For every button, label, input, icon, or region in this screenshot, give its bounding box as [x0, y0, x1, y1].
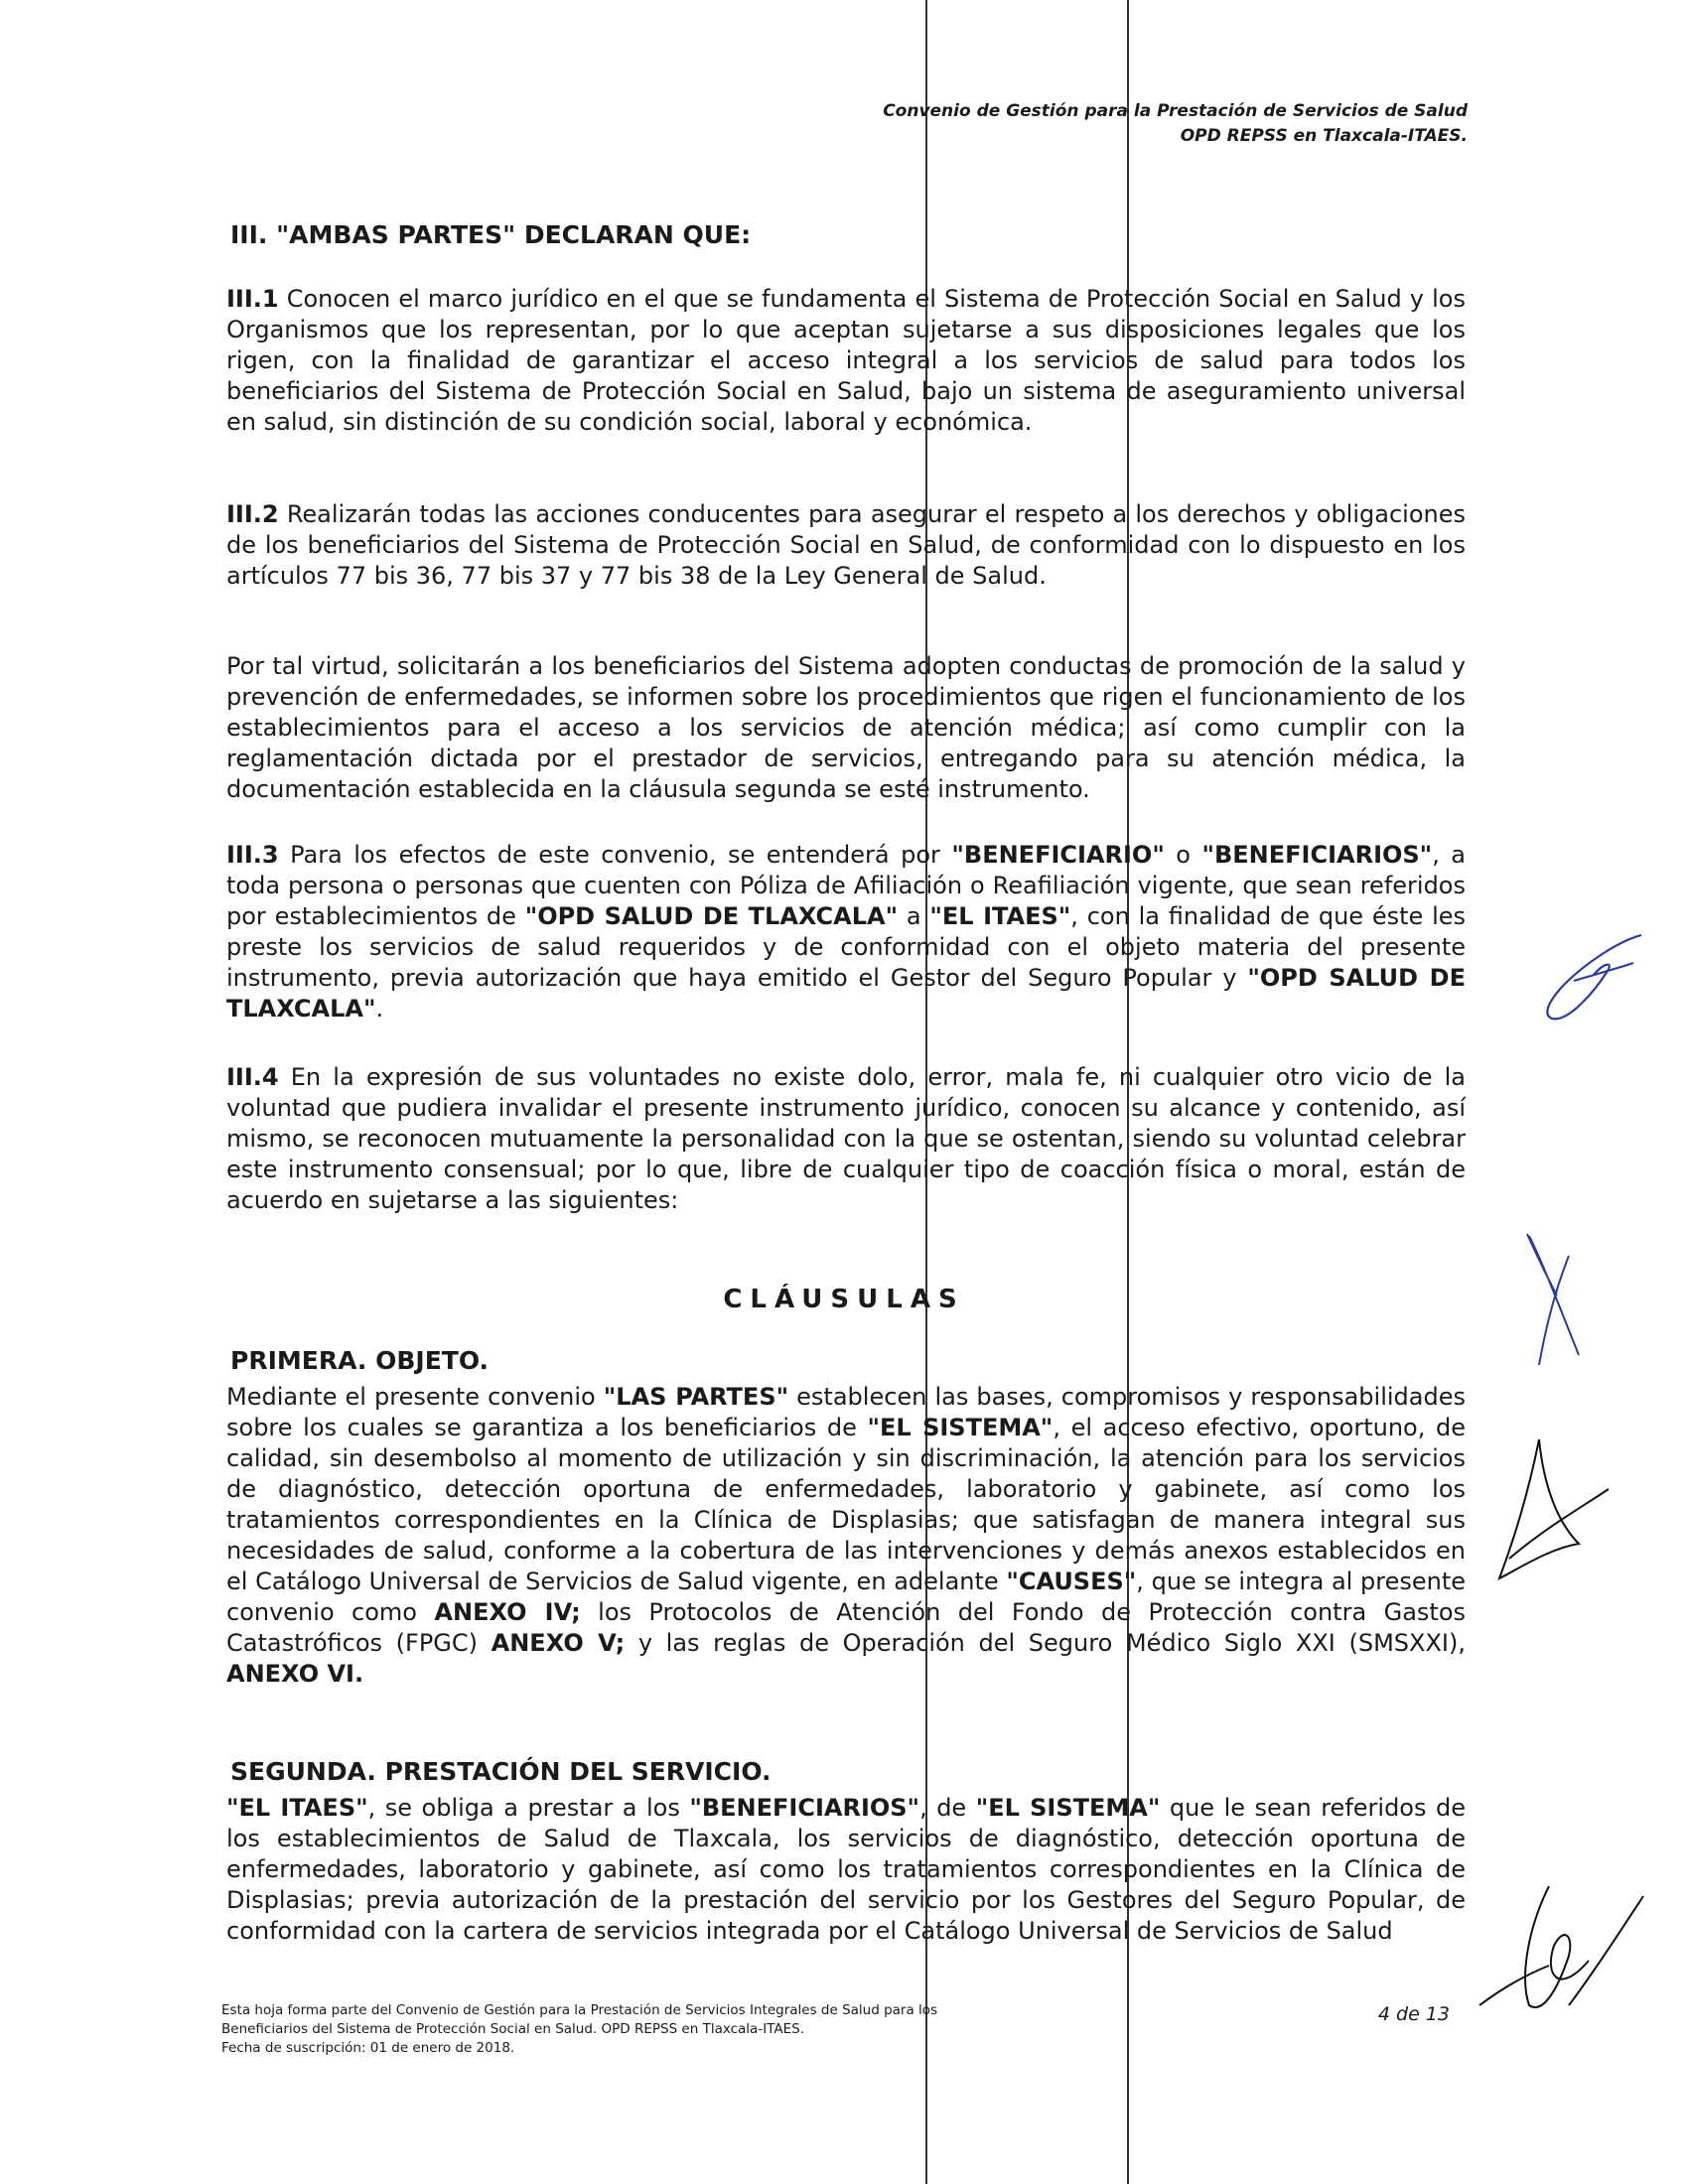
section-title: III. "AMBAS PARTES" DECLARAN QUE:: [230, 220, 752, 249]
text-run: establecen las bases, compromisos y responsabilidades sobre los cuales se garantiza a los beneficiarios de: [226, 1383, 1466, 1441]
footer-line-1: Esta hoja forma parte del Convenio de Gestión para la Prestación de Servicios Integrales de Salud para los: [221, 2002, 938, 2018]
paragraph-label: III.4: [226, 1063, 279, 1091]
text-run: .: [375, 995, 384, 1023]
bold-term: "OPD SALUD DE TLAXCALA": [226, 964, 1466, 1023]
bold-term: ANEXO IV;: [434, 1598, 581, 1626]
signature-initial-2: [1509, 1226, 1599, 1375]
bold-term: "EL ITAES": [929, 902, 1071, 930]
bold-term: "BENEFICIARIOS": [1201, 841, 1433, 869]
primera-title: PRIMERA. OBJETO.: [230, 1346, 490, 1375]
bold-term: "EL SISTEMA": [867, 1414, 1054, 1441]
page-number: 4 de 13: [1377, 2003, 1450, 2025]
paragraph-text: Por tal virtud, solicitarán a los beneficiarios del Sistema adopten conductas de promoción de la salud y prevención de enfermedades, se informen sobre los procedimientos que rigen el funcionamiento de los establecimientos para el acceso a los servicios de atención médica; así como cumplir con la reglamentación dictada por el prestador de servicios, entregando para su atención médica, la documentación establecida en la cláusula segunda se esté instrumento.: [226, 652, 1466, 803]
signature-initial-4: [1470, 1866, 1648, 2025]
bold-term: ANEXO V;: [491, 1629, 626, 1657]
bold-term: "BENEFICIARIOS": [689, 1794, 920, 1822]
primera-body: [226, 1382, 1466, 1690]
bold-term: "LAS PARTES": [603, 1383, 789, 1411]
footer-line-2: Beneficiarios del Sistema de Protección Social en Salud. OPD REPSS en Tlaxcala-ITAES.: [221, 2021, 805, 2037]
paragraph-label: III.3: [226, 841, 279, 869]
text-run: , se obliga a prestar a los: [367, 1794, 690, 1822]
text-run: Mediante el presente convenio: [226, 1383, 604, 1411]
paragraph-iii-1: [226, 284, 1466, 438]
text-run: , el acceso efectivo, oportuno, de calidad, sin desembolso al momento de utilización y sin discriminación, la atención para los servicios de diagnóstico, detección oportuna de enfermedades, laboratorio y gabinete, así como los tratamientos correspondientes en la Clínica de Displasias; que satisfagan de manera integral sus necesidades de salud, conforme a la cobertura de las intervenciones y demás anexos establecidos en el Catálogo Universal de Servicios de Salud vigente, en adelante: [226, 1414, 1467, 1595]
paragraph-label: III.1: [226, 285, 279, 313]
bold-term: "CAUSES": [1006, 1568, 1137, 1595]
text-run: y las reglas de Operación del Seguro Médico Siglo XXI (SMSXXI),: [625, 1629, 1466, 1657]
paragraph-iii-4: [226, 1062, 1466, 1216]
paragraph-por-tal-virtud: [226, 651, 1466, 805]
bold-term: "BENEFICIARIO": [951, 841, 1165, 869]
text-run: , de: [919, 1794, 976, 1822]
footer-note: [221, 2001, 1036, 2058]
paragraph-iii-2: [226, 499, 1466, 592]
bold-term: "EL ITAES": [226, 1794, 368, 1822]
segunda-title: SEGUNDA. PRESTACIÓN DEL SERVICIO.: [230, 1757, 772, 1786]
paragraph-text: Realizarán todas las acciones conducentes para asegurar el respeto a los derechos y obligaciones de los beneficiarios del Sistema de Protección Social en Salud, de conformidad con lo dispuesto en los artículos 77 bis 36, 77 bis 37 y 77 bis 38 de la Ley General de Salud.: [226, 500, 1466, 590]
clausulas-heading: CLÁUSULAS: [723, 1285, 965, 1314]
page-header: [883, 99, 1468, 149]
paragraph-text: Conocen el marco jurídico en el que se fundamenta el Sistema de Protección Social en Salud y los Organismos que los representan, por lo que aceptan sujetarse a sus disposiciones legales que los rigen, con la finalidad de garantizar el acceso integral a los servicios de salud para todos los beneficiarios del Sistema de Protección Social en Salud, bajo un sistema de aseguramiento universal en salud, sin distinción de su condición social, laboral y económica.: [226, 285, 1466, 436]
text-run: , que se integra al presente convenio como: [226, 1568, 1466, 1626]
text-run: los Protocolos de Atención del Fondo de Protección contra Gastos Catastróficos (FPGC): [226, 1598, 1467, 1657]
paragraph-iii-3: [226, 840, 1466, 1024]
text-run: Para los efectos de este convenio, se entenderá por: [278, 841, 952, 869]
footer-line-3: Fecha de suscripción: 01 de enero de 2018.: [221, 2040, 515, 2056]
text-run: que le sean referidos de los establecimientos de Salud de Tlaxcala, los servicios de diagnóstico, detección oportuna de enfermedades, laboratorio y gabinete, así como los tratamientos correspondientes en la Clínica de Displasias; previa autorización de la prestación del servicio por los Gestores del Seguro Popular, de conformidad con la cartera de servicios integrada por el Catálogo Universal de Servicios de Salud: [226, 1794, 1466, 1945]
bold-term: "OPD SALUD DE TLAXCALA": [524, 902, 899, 930]
text-run: , a toda persona o personas que cuenten con Póliza de Afiliación o Reafiliación vigente, que sean referidos por establecimientos de: [226, 841, 1467, 930]
bold-term: ANEXO VI.: [226, 1660, 364, 1688]
text-run: o: [1164, 841, 1202, 869]
bold-term: "EL SISTEMA": [975, 1794, 1161, 1822]
text-run: a: [898, 902, 930, 930]
header-line-2: OPD REPSS en Tlaxcala-ITAES.: [1180, 126, 1468, 146]
signature-initial-1: [1524, 923, 1653, 1032]
text-run: , con la finalidad de que éste les preste los servicios de salud requeridos y de conformidad con el objeto materia del presente instrumento, previa autorización que haya emitido el Gestor del Seguro Popular y: [226, 902, 1467, 992]
paragraph-label: III.2: [226, 500, 279, 528]
signature-initial-3: [1489, 1430, 1618, 1588]
segunda-body: [226, 1793, 1466, 1947]
paragraph-text: En la expresión de sus voluntades no existe dolo, error, mala fe, ni cualquier otro vicio de la voluntad que pudiera invalidar el presente instrumento jurídico, conocen su alcance y contenido, así mismo, se reconocen mutuamente la personalidad con la que se ostentan, siendo su voluntad celebrar este instrumento consensual; por lo que, libre de cualquier tipo de coacción física o moral, están de acuerdo en sujetarse a las siguientes:: [226, 1063, 1466, 1214]
header-line-1: Convenio de Gestión para la Prestación de Servicios de Salud: [883, 101, 1468, 121]
